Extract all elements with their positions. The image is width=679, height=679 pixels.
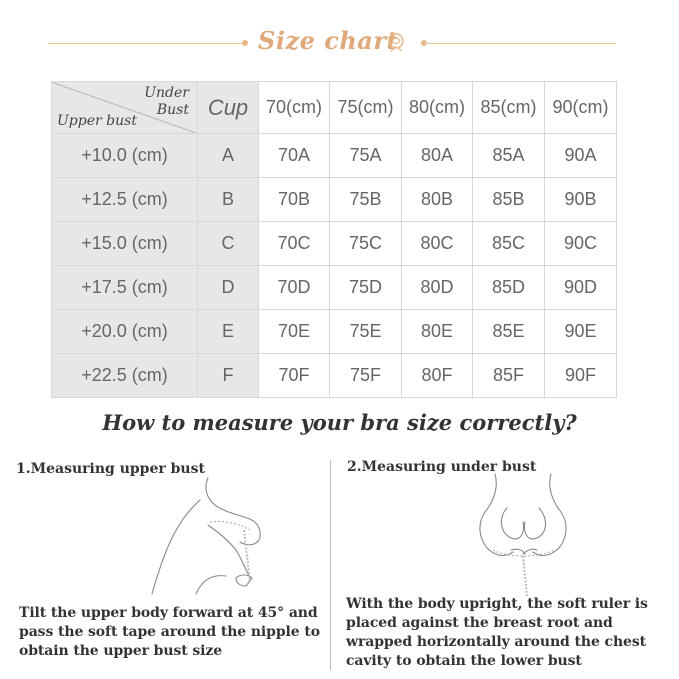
table-row — [52, 266, 617, 310]
size-cell: 75F — [330, 354, 402, 398]
size-cell: 75E — [330, 310, 402, 354]
size-cell: 90F — [545, 354, 617, 398]
upper-bust-cell: +12.5 (cm) — [52, 178, 198, 222]
table-row — [52, 310, 617, 354]
table-row — [52, 354, 617, 398]
rose-icon — [384, 30, 408, 54]
column-header: 75(cm) — [330, 82, 402, 134]
column-header: 90(cm) — [545, 82, 617, 134]
size-cell: 90D — [545, 266, 617, 310]
measure-heading: How to measure your bra size correctly? — [102, 410, 577, 435]
step1-description — [19, 604, 320, 661]
size-cell: 70A — [259, 134, 330, 178]
table-row — [52, 178, 617, 222]
size-cell: 90C — [545, 222, 617, 266]
column-header: 85(cm) — [473, 82, 545, 134]
title-line-left — [48, 43, 243, 44]
table-row — [52, 134, 617, 178]
step2-description — [346, 595, 648, 671]
step2-line: With the body upright, the soft ruler is — [346, 596, 648, 612]
upper-bust-cell: +17.5 (cm) — [52, 266, 198, 310]
size-cell: 85B — [473, 178, 545, 222]
corner-header-cell — [52, 82, 198, 134]
size-cell: 90E — [545, 310, 617, 354]
size-cell: 70C — [259, 222, 330, 266]
step2-line: wrapped horizontally around the chest — [346, 634, 647, 650]
size-cell: 75B — [330, 178, 402, 222]
upper-bust-cell: +10.0 (cm) — [52, 134, 198, 178]
step1-line: Tilt the upper body forward at 45° and — [19, 605, 318, 621]
corner-upper-bust-label: Upper bust — [57, 113, 137, 129]
page-title: Size chart — [258, 26, 399, 55]
size-cell: 75D — [330, 266, 402, 310]
size-cell: 80C — [402, 222, 473, 266]
size-cell: 75C — [330, 222, 402, 266]
corner-under-bust-label — [144, 85, 189, 119]
column-header: 80(cm) — [402, 82, 473, 134]
upper-bust-cell: +22.5 (cm) — [52, 354, 198, 398]
column-divider — [330, 460, 331, 670]
cup-cell: A — [198, 134, 259, 178]
size-cell: 70D — [259, 266, 330, 310]
title-row — [0, 26, 679, 60]
size-cell: 90A — [545, 134, 617, 178]
step1-line: pass the soft tape around the nipple to — [19, 624, 320, 640]
size-cell: 70E — [259, 310, 330, 354]
size-cell: 80B — [402, 178, 473, 222]
cup-cell: D — [198, 266, 259, 310]
step2-line: placed against the breast root and — [346, 615, 613, 631]
cup-cell: B — [198, 178, 259, 222]
size-cell: 80D — [402, 266, 473, 310]
cup-cell: F — [198, 354, 259, 398]
title-line-right — [424, 43, 616, 44]
size-cell: 90B — [545, 178, 617, 222]
upper-bust-cell: +20.0 (cm) — [52, 310, 198, 354]
table-header-row — [52, 82, 617, 134]
corner-bust-text: Bust — [156, 102, 189, 118]
upper-bust-cell: +15.0 (cm) — [52, 222, 198, 266]
size-chart-table — [51, 81, 617, 398]
cup-cell: E — [198, 310, 259, 354]
corner-under-text: Under — [144, 85, 189, 101]
step1-title: 1.Measuring upper bust — [16, 461, 205, 477]
column-header: 70(cm) — [259, 82, 330, 134]
size-cell: 85A — [473, 134, 545, 178]
title-dot-left — [242, 40, 248, 46]
size-cell: 80A — [402, 134, 473, 178]
size-cell: 85F — [473, 354, 545, 398]
step2-line: cavity to obtain the lower bust — [346, 653, 582, 669]
size-cell: 70F — [259, 354, 330, 398]
size-cell: 80E — [402, 310, 473, 354]
size-cell: 85D — [473, 266, 545, 310]
size-cell: 85C — [473, 222, 545, 266]
upper-bust-illustration-icon — [140, 470, 290, 595]
size-cell: 85E — [473, 310, 545, 354]
table-row — [52, 222, 617, 266]
size-cell: 80F — [402, 354, 473, 398]
step1-line: obtain the upper bust size — [19, 643, 223, 659]
size-cell: 70B — [259, 178, 330, 222]
cup-cell: C — [198, 222, 259, 266]
size-cell: 75A — [330, 134, 402, 178]
step2-title: 2.Measuring under bust — [347, 459, 537, 475]
under-bust-illustration-icon — [465, 468, 585, 598]
cup-header: Cup — [198, 82, 259, 134]
